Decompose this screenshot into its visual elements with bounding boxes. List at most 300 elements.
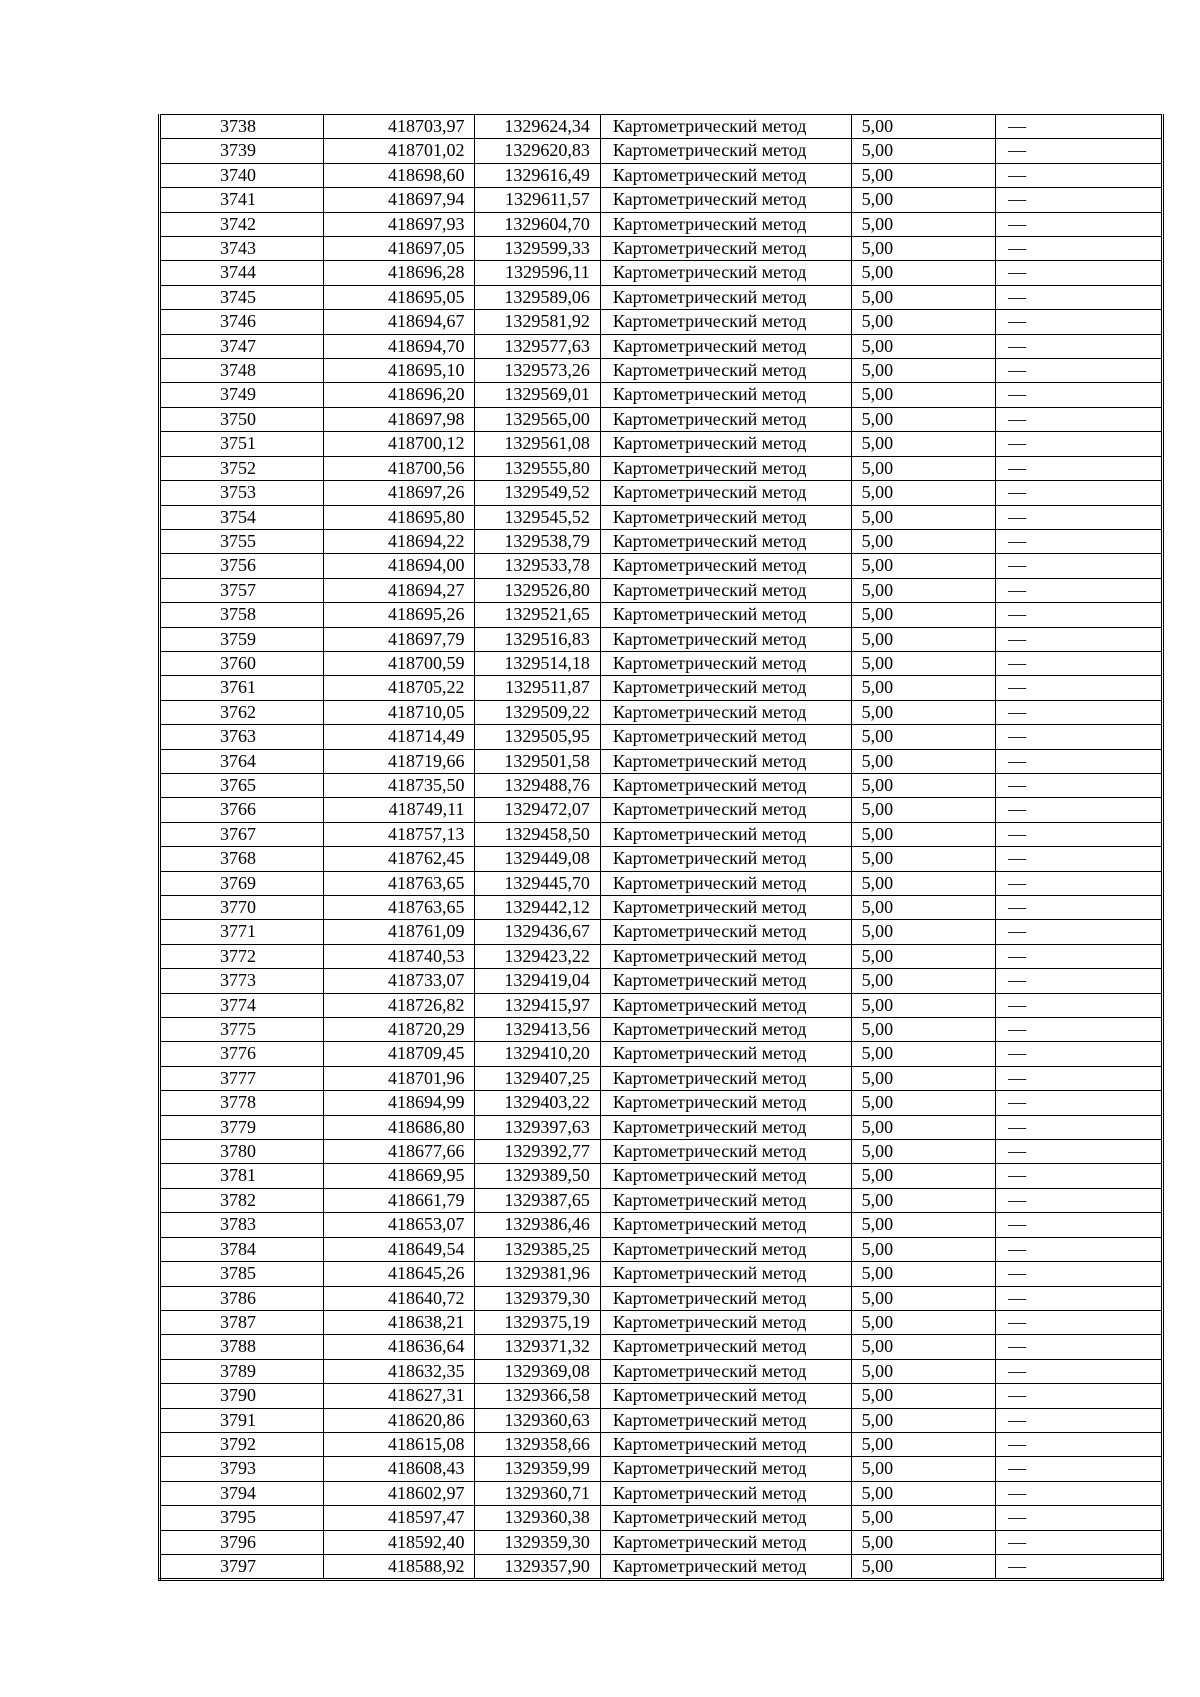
method-cell: Картометрический метод [600, 1408, 851, 1432]
point-number-cell: 3754 [160, 505, 324, 529]
x-coordinate-cell: 418627,31 [323, 1384, 475, 1408]
x-coordinate-cell: 418701,96 [323, 1066, 475, 1090]
accuracy-cell: 5,00 [851, 1018, 996, 1042]
method-cell: Картометрический метод [600, 993, 851, 1017]
y-coordinate-cell: 1329386,46 [475, 1213, 600, 1237]
y-coordinate-cell: 1329359,99 [475, 1457, 600, 1481]
accuracy-cell: 5,00 [851, 944, 996, 968]
point-number-cell: 3750 [160, 407, 324, 431]
y-coordinate-cell: 1329360,71 [475, 1481, 600, 1505]
point-number-cell: 3770 [160, 896, 324, 920]
x-coordinate-cell: 418597,47 [323, 1506, 475, 1530]
method-cell: Картометрический метод [600, 334, 851, 358]
table-row [160, 773, 1163, 797]
accuracy-cell: 5,00 [851, 1481, 996, 1505]
description-cell: — [996, 237, 1163, 261]
coordinates-table-body [160, 115, 1163, 1580]
method-cell: Картометрический метод [600, 1286, 851, 1310]
point-number-cell: 3748 [160, 359, 324, 383]
y-coordinate-cell: 1329533,78 [475, 554, 600, 578]
x-coordinate-cell: 418649,54 [323, 1237, 475, 1261]
method-cell: Картометрический метод [600, 725, 851, 749]
accuracy-cell: 5,00 [851, 1286, 996, 1310]
point-number-cell: 3777 [160, 1066, 324, 1090]
y-coordinate-cell: 1329359,30 [475, 1530, 600, 1554]
point-number-cell: 3755 [160, 529, 324, 553]
method-cell: Картометрический метод [600, 1384, 851, 1408]
x-coordinate-cell: 418700,12 [323, 432, 475, 456]
point-number-cell: 3786 [160, 1286, 324, 1310]
description-cell: — [996, 285, 1163, 309]
description-cell: — [996, 871, 1163, 895]
table-row [160, 1188, 1163, 1212]
x-coordinate-cell: 418694,67 [323, 310, 475, 334]
point-number-cell: 3753 [160, 481, 324, 505]
point-number-cell: 3790 [160, 1384, 324, 1408]
method-cell: Картометрический метод [600, 871, 851, 895]
point-number-cell: 3760 [160, 651, 324, 675]
table-row [160, 554, 1163, 578]
table-row [160, 1140, 1163, 1164]
accuracy-cell: 5,00 [851, 310, 996, 334]
table-row [160, 261, 1163, 285]
y-coordinate-cell: 1329385,25 [475, 1237, 600, 1261]
x-coordinate-cell: 418700,56 [323, 456, 475, 480]
description-cell: — [996, 1213, 1163, 1237]
description-cell: — [996, 1140, 1163, 1164]
point-number-cell: 3739 [160, 139, 324, 163]
y-coordinate-cell: 1329565,00 [475, 407, 600, 431]
x-coordinate-cell: 418697,05 [323, 237, 475, 261]
accuracy-cell: 5,00 [851, 1213, 996, 1237]
x-coordinate-cell: 418762,45 [323, 847, 475, 871]
point-number-cell: 3759 [160, 627, 324, 651]
point-number-cell: 3741 [160, 188, 324, 212]
method-cell: Картометрический метод [600, 163, 851, 187]
y-coordinate-cell: 1329555,80 [475, 456, 600, 480]
method-cell: Картометрический метод [600, 700, 851, 724]
description-cell: — [996, 1237, 1163, 1261]
point-number-cell: 3756 [160, 554, 324, 578]
x-coordinate-cell: 418636,64 [323, 1335, 475, 1359]
point-number-cell: 3761 [160, 676, 324, 700]
accuracy-cell: 5,00 [851, 139, 996, 163]
accuracy-cell: 5,00 [851, 1115, 996, 1139]
method-cell: Картометрический метод [600, 1457, 851, 1481]
table-row [160, 847, 1163, 871]
y-coordinate-cell: 1329392,77 [475, 1140, 600, 1164]
method-cell: Картометрический метод [600, 1140, 851, 1164]
x-coordinate-cell: 418695,10 [323, 359, 475, 383]
table-row [160, 1091, 1163, 1115]
x-coordinate-cell: 418700,59 [323, 651, 475, 675]
description-cell: — [996, 651, 1163, 675]
point-number-cell: 3768 [160, 847, 324, 871]
description-cell: — [996, 1481, 1163, 1505]
x-coordinate-cell: 418726,82 [323, 993, 475, 1017]
description-cell: — [996, 676, 1163, 700]
x-coordinate-cell: 418695,05 [323, 285, 475, 309]
method-cell: Картометрический метод [600, 456, 851, 480]
table-row [160, 432, 1163, 456]
x-coordinate-cell: 418698,60 [323, 163, 475, 187]
description-cell: — [996, 1091, 1163, 1115]
y-coordinate-cell: 1329561,08 [475, 432, 600, 456]
method-cell: Картометрический метод [600, 1506, 851, 1530]
point-number-cell: 3778 [160, 1091, 324, 1115]
table-row [160, 383, 1163, 407]
point-number-cell: 3791 [160, 1408, 324, 1432]
x-coordinate-cell: 418697,94 [323, 188, 475, 212]
table-row [160, 1115, 1163, 1139]
x-coordinate-cell: 418761,09 [323, 920, 475, 944]
point-number-cell: 3765 [160, 773, 324, 797]
method-cell: Картометрический метод [600, 383, 851, 407]
x-coordinate-cell: 418697,98 [323, 407, 475, 431]
y-coordinate-cell: 1329449,08 [475, 847, 600, 871]
description-cell: — [996, 212, 1163, 236]
point-number-cell: 3766 [160, 798, 324, 822]
accuracy-cell: 5,00 [851, 285, 996, 309]
point-number-cell: 3783 [160, 1213, 324, 1237]
method-cell: Картометрический метод [600, 920, 851, 944]
point-number-cell: 3738 [160, 115, 324, 139]
y-coordinate-cell: 1329360,63 [475, 1408, 600, 1432]
y-coordinate-cell: 1329442,12 [475, 896, 600, 920]
method-cell: Картометрический метод [600, 944, 851, 968]
table-row [160, 1335, 1163, 1359]
description-cell: — [996, 1554, 1163, 1579]
point-number-cell: 3789 [160, 1359, 324, 1383]
point-number-cell: 3773 [160, 969, 324, 993]
y-coordinate-cell: 1329369,08 [475, 1359, 600, 1383]
accuracy-cell: 5,00 [851, 1042, 996, 1066]
accuracy-cell: 5,00 [851, 1164, 996, 1188]
point-number-cell: 3794 [160, 1481, 324, 1505]
table-row [160, 603, 1163, 627]
description-cell: — [996, 725, 1163, 749]
table-row [160, 920, 1163, 944]
y-coordinate-cell: 1329511,87 [475, 676, 600, 700]
x-coordinate-cell: 418588,92 [323, 1554, 475, 1579]
accuracy-cell: 5,00 [851, 1408, 996, 1432]
point-number-cell: 3796 [160, 1530, 324, 1554]
x-coordinate-cell: 418615,08 [323, 1432, 475, 1456]
accuracy-cell: 5,00 [851, 1188, 996, 1212]
x-coordinate-cell: 418696,20 [323, 383, 475, 407]
point-number-cell: 3769 [160, 871, 324, 895]
table-row [160, 627, 1163, 651]
method-cell: Картометрический метод [600, 261, 851, 285]
description-cell: — [996, 1164, 1163, 1188]
accuracy-cell: 5,00 [851, 1140, 996, 1164]
x-coordinate-cell: 418677,66 [323, 1140, 475, 1164]
point-number-cell: 3772 [160, 944, 324, 968]
description-cell: — [996, 1018, 1163, 1042]
point-number-cell: 3793 [160, 1457, 324, 1481]
description-cell: — [996, 1506, 1163, 1530]
table-row [160, 1164, 1163, 1188]
table-row [160, 749, 1163, 773]
x-coordinate-cell: 418645,26 [323, 1262, 475, 1286]
accuracy-cell: 5,00 [851, 1384, 996, 1408]
point-number-cell: 3743 [160, 237, 324, 261]
y-coordinate-cell: 1329589,06 [475, 285, 600, 309]
y-coordinate-cell: 1329620,83 [475, 139, 600, 163]
method-cell: Картометрический метод [600, 432, 851, 456]
y-coordinate-cell: 1329445,70 [475, 871, 600, 895]
method-cell: Картометрический метод [600, 359, 851, 383]
description-cell: — [996, 481, 1163, 505]
method-cell: Картометрический метод [600, 1115, 851, 1139]
x-coordinate-cell: 418694,00 [323, 554, 475, 578]
point-number-cell: 3792 [160, 1432, 324, 1456]
description-cell: — [996, 1115, 1163, 1139]
point-number-cell: 3751 [160, 432, 324, 456]
table-row [160, 334, 1163, 358]
point-number-cell: 3797 [160, 1554, 324, 1579]
point-number-cell: 3749 [160, 383, 324, 407]
y-coordinate-cell: 1329577,63 [475, 334, 600, 358]
accuracy-cell: 5,00 [851, 1432, 996, 1456]
table-row [160, 676, 1163, 700]
accuracy-cell: 5,00 [851, 798, 996, 822]
description-cell: — [996, 798, 1163, 822]
description-cell: — [996, 822, 1163, 846]
method-cell: Картометрический метод [600, 554, 851, 578]
y-coordinate-cell: 1329371,32 [475, 1335, 600, 1359]
accuracy-cell: 5,00 [851, 334, 996, 358]
x-coordinate-cell: 418632,35 [323, 1359, 475, 1383]
accuracy-cell: 5,00 [851, 383, 996, 407]
description-cell: — [996, 505, 1163, 529]
method-cell: Картометрический метод [600, 139, 851, 163]
accuracy-cell: 5,00 [851, 871, 996, 895]
table-row [160, 359, 1163, 383]
x-coordinate-cell: 418669,95 [323, 1164, 475, 1188]
y-coordinate-cell: 1329549,52 [475, 481, 600, 505]
x-coordinate-cell: 418592,40 [323, 1530, 475, 1554]
accuracy-cell: 5,00 [851, 1530, 996, 1554]
accuracy-cell: 5,00 [851, 237, 996, 261]
method-cell: Картометрический метод [600, 1481, 851, 1505]
accuracy-cell: 5,00 [851, 407, 996, 431]
description-cell: — [996, 896, 1163, 920]
y-coordinate-cell: 1329516,83 [475, 627, 600, 651]
x-coordinate-cell: 418608,43 [323, 1457, 475, 1481]
table-row [160, 1530, 1163, 1554]
y-coordinate-cell: 1329381,96 [475, 1262, 600, 1286]
description-cell: — [996, 1408, 1163, 1432]
table-row [160, 896, 1163, 920]
y-coordinate-cell: 1329545,52 [475, 505, 600, 529]
description-cell: — [996, 115, 1163, 139]
accuracy-cell: 5,00 [851, 1091, 996, 1115]
y-coordinate-cell: 1329538,79 [475, 529, 600, 553]
x-coordinate-cell: 418735,50 [323, 773, 475, 797]
y-coordinate-cell: 1329514,18 [475, 651, 600, 675]
accuracy-cell: 5,00 [851, 920, 996, 944]
method-cell: Картометрический метод [600, 1530, 851, 1554]
accuracy-cell: 5,00 [851, 651, 996, 675]
point-number-cell: 3757 [160, 578, 324, 602]
y-coordinate-cell: 1329526,80 [475, 578, 600, 602]
accuracy-cell: 5,00 [851, 554, 996, 578]
method-cell: Картометрический метод [600, 969, 851, 993]
y-coordinate-cell: 1329389,50 [475, 1164, 600, 1188]
table-row [160, 944, 1163, 968]
method-cell: Картометрический метод [600, 529, 851, 553]
point-number-cell: 3747 [160, 334, 324, 358]
y-coordinate-cell: 1329505,95 [475, 725, 600, 749]
method-cell: Картометрический метод [600, 1188, 851, 1212]
accuracy-cell: 5,00 [851, 188, 996, 212]
description-cell: — [996, 1384, 1163, 1408]
x-coordinate-cell: 418694,27 [323, 578, 475, 602]
y-coordinate-cell: 1329397,63 [475, 1115, 600, 1139]
table-row [160, 993, 1163, 1017]
x-coordinate-cell: 418720,29 [323, 1018, 475, 1042]
description-cell: — [996, 334, 1163, 358]
x-coordinate-cell: 418697,79 [323, 627, 475, 651]
description-cell: — [996, 432, 1163, 456]
description-cell: — [996, 383, 1163, 407]
accuracy-cell: 5,00 [851, 505, 996, 529]
table-row [160, 1262, 1163, 1286]
table-row [160, 115, 1163, 139]
table-row [160, 1384, 1163, 1408]
description-cell: — [996, 1457, 1163, 1481]
x-coordinate-cell: 418694,70 [323, 334, 475, 358]
x-coordinate-cell: 418709,45 [323, 1042, 475, 1066]
table-row [160, 163, 1163, 187]
method-cell: Картометрический метод [600, 676, 851, 700]
table-row [160, 481, 1163, 505]
method-cell: Картометрический метод [600, 603, 851, 627]
point-number-cell: 3762 [160, 700, 324, 724]
table-row [160, 1359, 1163, 1383]
point-number-cell: 3775 [160, 1018, 324, 1042]
accuracy-cell: 5,00 [851, 1554, 996, 1579]
description-cell: — [996, 578, 1163, 602]
method-cell: Картометрический метод [600, 285, 851, 309]
accuracy-cell: 5,00 [851, 261, 996, 285]
accuracy-cell: 5,00 [851, 822, 996, 846]
point-number-cell: 3740 [160, 163, 324, 187]
x-coordinate-cell: 418640,72 [323, 1286, 475, 1310]
table-row [160, 1066, 1163, 1090]
method-cell: Картометрический метод [600, 1554, 851, 1579]
x-coordinate-cell: 418740,53 [323, 944, 475, 968]
x-coordinate-cell: 418701,02 [323, 139, 475, 163]
table-row [160, 1213, 1163, 1237]
description-cell: — [996, 627, 1163, 651]
description-cell: — [996, 310, 1163, 334]
accuracy-cell: 5,00 [851, 1506, 996, 1530]
accuracy-cell: 5,00 [851, 896, 996, 920]
description-cell: — [996, 749, 1163, 773]
x-coordinate-cell: 418733,07 [323, 969, 475, 993]
y-coordinate-cell: 1329611,57 [475, 188, 600, 212]
table-row [160, 529, 1163, 553]
table-row [160, 578, 1163, 602]
method-cell: Картометрический метод [600, 896, 851, 920]
x-coordinate-cell: 418638,21 [323, 1310, 475, 1334]
x-coordinate-cell: 418696,28 [323, 261, 475, 285]
table-row [160, 651, 1163, 675]
description-cell: — [996, 847, 1163, 871]
y-coordinate-cell: 1329375,19 [475, 1310, 600, 1334]
y-coordinate-cell: 1329509,22 [475, 700, 600, 724]
description-cell: — [996, 1530, 1163, 1554]
method-cell: Картометрический метод [600, 749, 851, 773]
description-cell: — [996, 1286, 1163, 1310]
description-cell: — [996, 529, 1163, 553]
method-cell: Картометрический метод [600, 627, 851, 651]
x-coordinate-cell: 418697,93 [323, 212, 475, 236]
point-number-cell: 3781 [160, 1164, 324, 1188]
x-coordinate-cell: 418710,05 [323, 700, 475, 724]
table-row [160, 1506, 1163, 1530]
y-coordinate-cell: 1329387,65 [475, 1188, 600, 1212]
y-coordinate-cell: 1329624,34 [475, 115, 600, 139]
description-cell: — [996, 456, 1163, 480]
point-number-cell: 3782 [160, 1188, 324, 1212]
y-coordinate-cell: 1329407,25 [475, 1066, 600, 1090]
table-row [160, 1042, 1163, 1066]
accuracy-cell: 5,00 [851, 603, 996, 627]
description-cell: — [996, 1188, 1163, 1212]
description-cell: — [996, 407, 1163, 431]
y-coordinate-cell: 1329472,07 [475, 798, 600, 822]
x-coordinate-cell: 418653,07 [323, 1213, 475, 1237]
accuracy-cell: 5,00 [851, 847, 996, 871]
point-number-cell: 3784 [160, 1237, 324, 1261]
method-cell: Картометрический метод [600, 1335, 851, 1359]
description-cell: — [996, 261, 1163, 285]
method-cell: Картометрический метод [600, 822, 851, 846]
x-coordinate-cell: 418686,80 [323, 1115, 475, 1139]
y-coordinate-cell: 1329521,65 [475, 603, 600, 627]
description-cell: — [996, 969, 1163, 993]
accuracy-cell: 5,00 [851, 1310, 996, 1334]
table-row [160, 456, 1163, 480]
x-coordinate-cell: 418661,79 [323, 1188, 475, 1212]
table-row [160, 1432, 1163, 1456]
y-coordinate-cell: 1329360,38 [475, 1506, 600, 1530]
description-cell: — [996, 1262, 1163, 1286]
x-coordinate-cell: 418695,26 [323, 603, 475, 627]
table-row [160, 1237, 1163, 1261]
point-number-cell: 3758 [160, 603, 324, 627]
description-cell: — [996, 603, 1163, 627]
y-coordinate-cell: 1329423,22 [475, 944, 600, 968]
description-cell: — [996, 139, 1163, 163]
table-row [160, 188, 1163, 212]
table-row [160, 237, 1163, 261]
y-coordinate-cell: 1329410,20 [475, 1042, 600, 1066]
method-cell: Картометрический метод [600, 651, 851, 675]
description-cell: — [996, 944, 1163, 968]
point-number-cell: 3767 [160, 822, 324, 846]
accuracy-cell: 5,00 [851, 578, 996, 602]
point-number-cell: 3763 [160, 725, 324, 749]
x-coordinate-cell: 418714,49 [323, 725, 475, 749]
method-cell: Картометрический метод [600, 1066, 851, 1090]
accuracy-cell: 5,00 [851, 359, 996, 383]
point-number-cell: 3746 [160, 310, 324, 334]
accuracy-cell: 5,00 [851, 163, 996, 187]
